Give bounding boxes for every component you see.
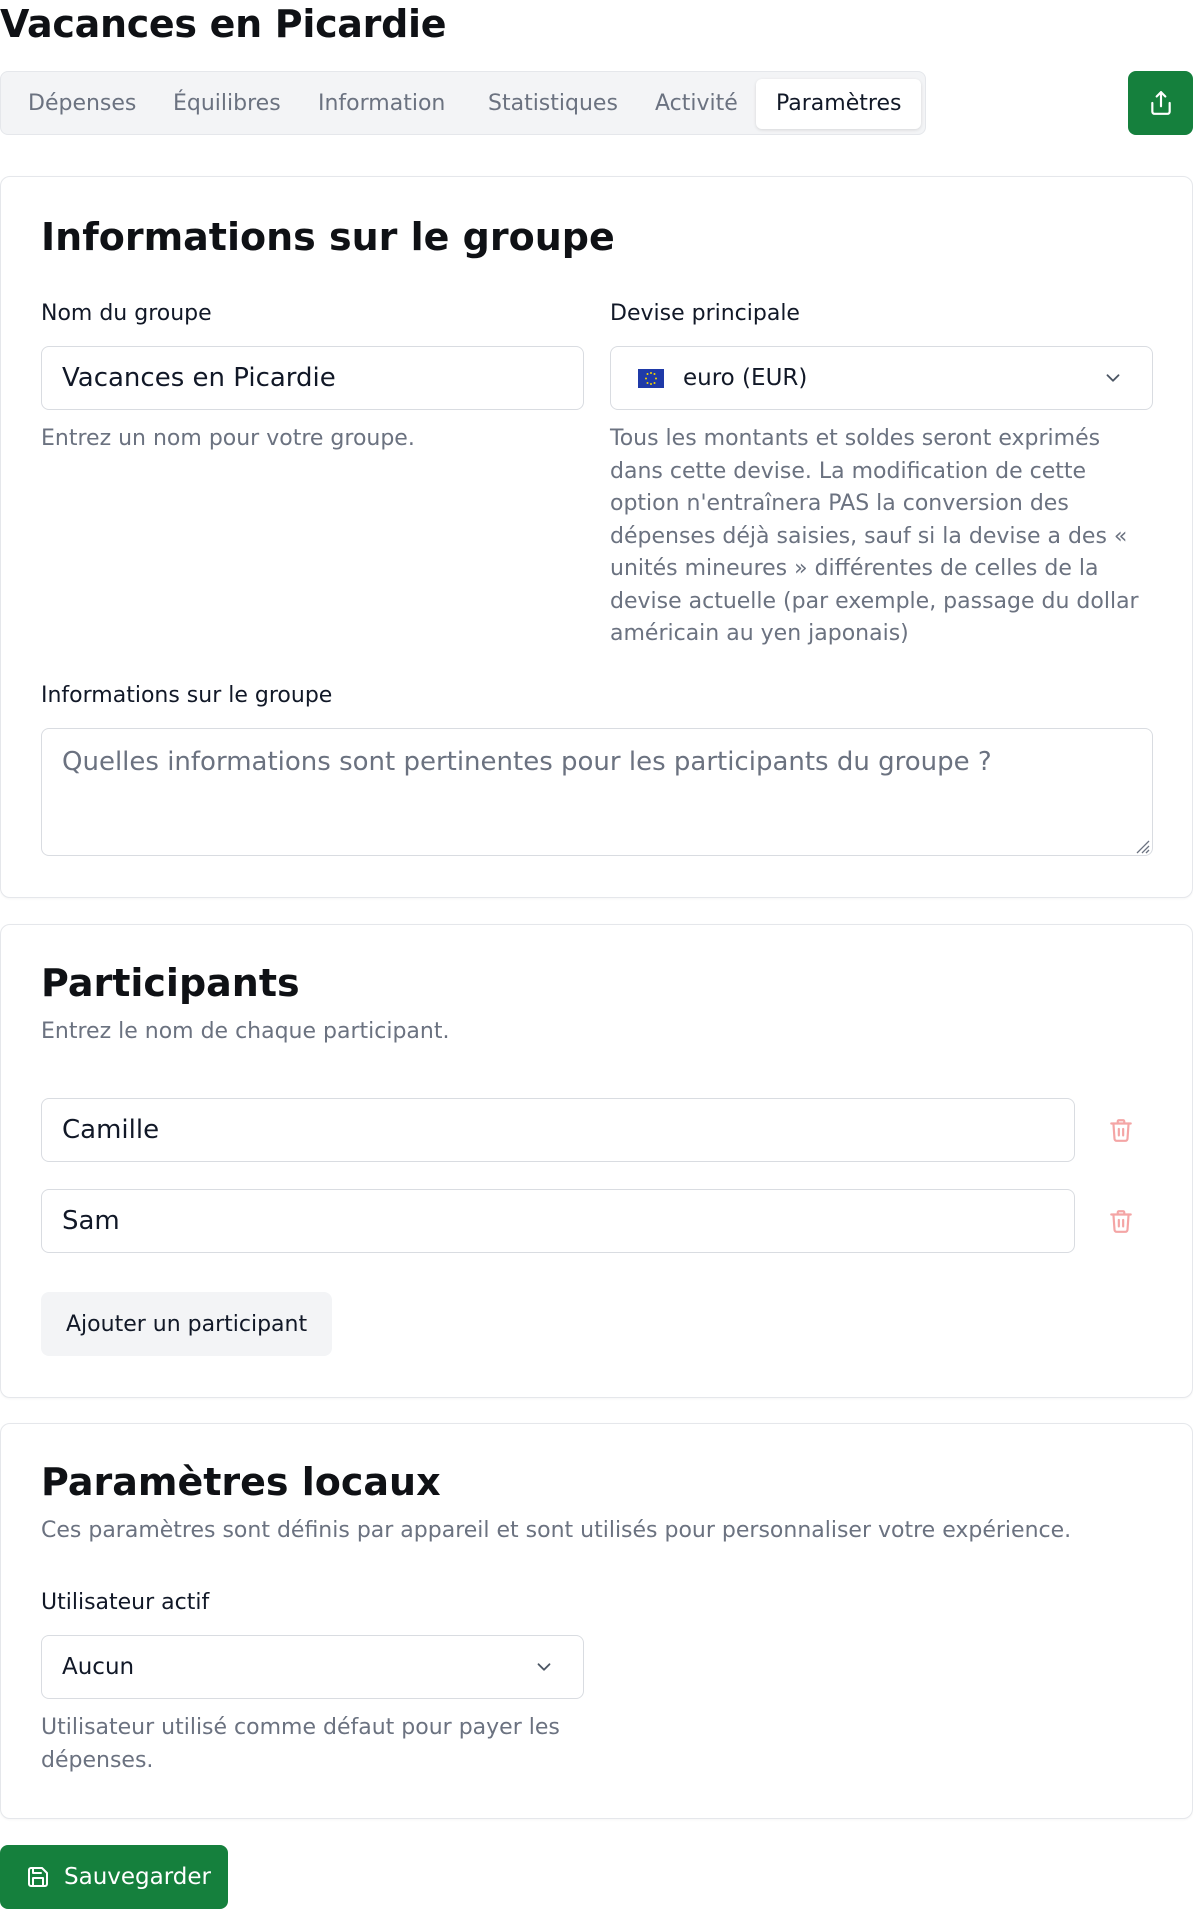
tab-information[interactable]: Information xyxy=(318,91,446,116)
active-user-label: Utilisateur actif xyxy=(41,1590,210,1615)
currency-select[interactable] xyxy=(610,346,1153,410)
group-name-label: Nom du groupe xyxy=(41,301,212,326)
currency-help: Tous les montants et soldes seront exprimés dans cette devise. La modification de cette option n'entraînera PAS la conversion des dépenses déjà saisies, sauf si la devise a des « unités mineures » différentes de celles de la devise actuelle (par exemple, passage du dollar américain au yen japonais) xyxy=(610,426,1139,646)
group-info-card xyxy=(0,176,1193,898)
local-settings-card xyxy=(0,1423,1193,1819)
chevron-down-icon xyxy=(533,1656,555,1678)
trash-icon[interactable] xyxy=(1108,1116,1134,1144)
save-label: Sauvegarder xyxy=(64,1864,211,1890)
participants-card xyxy=(0,924,1193,1398)
participants-subtitle: Entrez le nom de chaque participant. xyxy=(41,1019,450,1044)
tab-depenses[interactable]: Dépenses xyxy=(28,91,137,116)
tab-equilibres[interactable]: Équilibres xyxy=(173,91,281,116)
tab-activite[interactable]: Activité xyxy=(655,91,738,116)
tab-statistiques[interactable]: Statistiques xyxy=(488,91,618,116)
page-title: Vacances en Picardie xyxy=(0,2,447,46)
share-icon xyxy=(1148,90,1174,116)
resize-grip-icon[interactable] xyxy=(1134,838,1150,854)
active-user-help: Utilisateur utilisé comme défaut pour payer les dépenses. xyxy=(41,1715,560,1773)
active-user-select[interactable] xyxy=(41,1635,584,1699)
local-settings-subtitle: Ces paramètres sont définis par appareil et sont utilisés pour personnaliser votre expérience. xyxy=(41,1518,1072,1543)
active-user-value: Aucun xyxy=(62,1654,135,1680)
group-info-title: Informations sur le groupe xyxy=(41,215,615,259)
group-name-input[interactable] xyxy=(41,346,584,410)
group-info-label: Informations sur le groupe xyxy=(41,683,333,708)
tab-bar xyxy=(0,71,926,135)
save-button[interactable] xyxy=(0,1845,228,1909)
tab-parametres[interactable]: Paramètres xyxy=(756,79,921,129)
add-participant-button[interactable]: Ajouter un participant xyxy=(41,1292,332,1356)
currency-value: euro (EUR) xyxy=(683,365,808,391)
group-name-help: Entrez un nom pour votre groupe. xyxy=(41,426,415,451)
currency-label: Devise principale xyxy=(610,301,800,326)
chevron-down-icon xyxy=(1102,367,1124,389)
share-button[interactable] xyxy=(1128,71,1193,135)
participant-input-1[interactable] xyxy=(41,1098,1075,1162)
participants-title: Participants xyxy=(41,961,300,1005)
local-settings-title: Paramètres locaux xyxy=(41,1460,441,1504)
group-info-textarea[interactable] xyxy=(41,728,1153,856)
participant-input-2[interactable] xyxy=(41,1189,1075,1253)
save-icon xyxy=(26,1865,50,1889)
trash-icon[interactable] xyxy=(1108,1207,1134,1235)
eu-flag-icon xyxy=(638,369,664,388)
